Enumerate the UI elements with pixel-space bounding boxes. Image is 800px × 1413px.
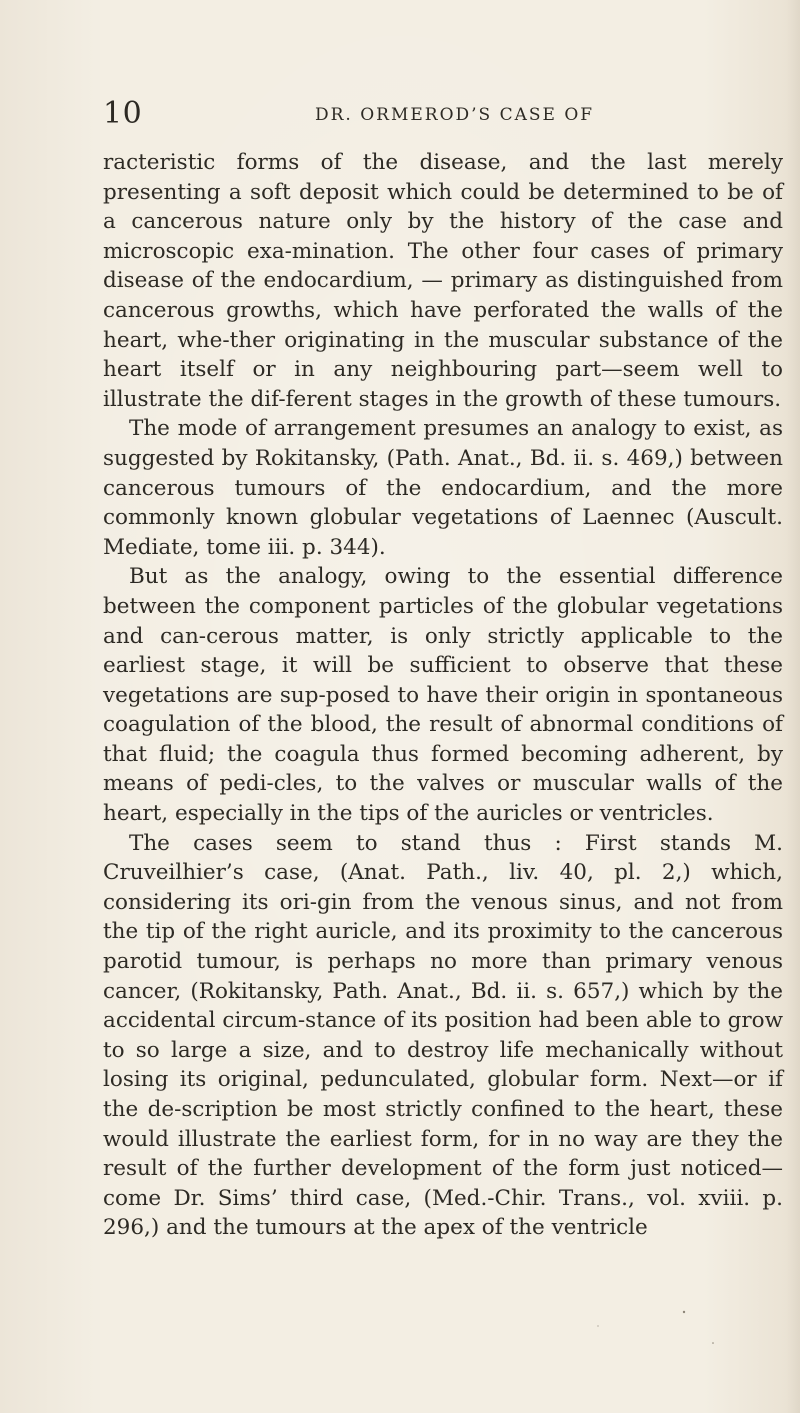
paper-speck — [597, 1325, 598, 1326]
paragraph-4: The cases seem to stand thus : First stands M. Cruveilhier’s case, (Anat. Path., liv. 40, pl. 2,) which, considering its ori-gin from the venous sinus, and not from the tip of the right auricle, and its proximity to the cancerous parotid tumour, is perhaps no more than primary venous cancer, (Rokitansky, Path. Anat., Bd. ii. s. 657,) which by the accidental circum-stance of its position had been able to grow to so large a size, and to destroy life mechanically without losing its original, pedunculated, globular form. Next—or if the de-scription be most strictly confined to the heart, these would illustrate the earliest form, for in no way are they the result of the further development of the form just noticed—come Dr. Sims’ third case, (Med.-Chir. Trans., vol. xviii. p. 296,) and the tumours at the apex of the ventricle — [103, 830, 783, 1241]
paper-speck — [712, 1342, 714, 1344]
body-text — [103, 148, 783, 1276]
paragraph-1: racteristic forms of the disease, and the last merely presenting a soft deposit which could be determined to be of a cancerous nature only by the history of the case and microscopic exa-mination. The other four cases of primary disease of the endocardium, — primary as distinguished from cancerous growths, which have perforated the walls of the heart, whe-ther originating in the muscular substance of the heart itself or in any neighbouring part—seem well to illustrate the dif-ferent stages in the growth of these tumours. — [103, 150, 783, 412]
page-edge-shadow — [786, 0, 800, 1413]
page-header — [103, 96, 783, 132]
paragraph-3: But as the analogy, owing to the essential difference between the component particles of the globular vegetations and can-cerous matter, is only strictly applicable to the earliest stage, it will be sufficient to observe that these vegetations are sup-posed to have their origin in spontaneous coagulation of the blood, the result of abnormal conditions of that fluid; the coagula thus formed becoming adherent, by means of pedi-cles, to the valves or muscular walls of the heart, especially in the tips of the auricles or ventricles. — [103, 564, 783, 827]
paragraph-2: The mode of arrangement presumes an analogy to exist, as suggested by Rokitansky, (Path. Anat., Bd. ii. s. 469,) between cancerous tumours of the endocardium, and the more commonly known globular vegetations of Laennec (Auscult. Mediate, tome iii. p. 344). — [103, 416, 783, 560]
paper-speck — [683, 1311, 685, 1313]
page-number: 10 — [103, 96, 143, 131]
running-head: DR. ORMEROD’S CASE OF — [315, 105, 595, 125]
